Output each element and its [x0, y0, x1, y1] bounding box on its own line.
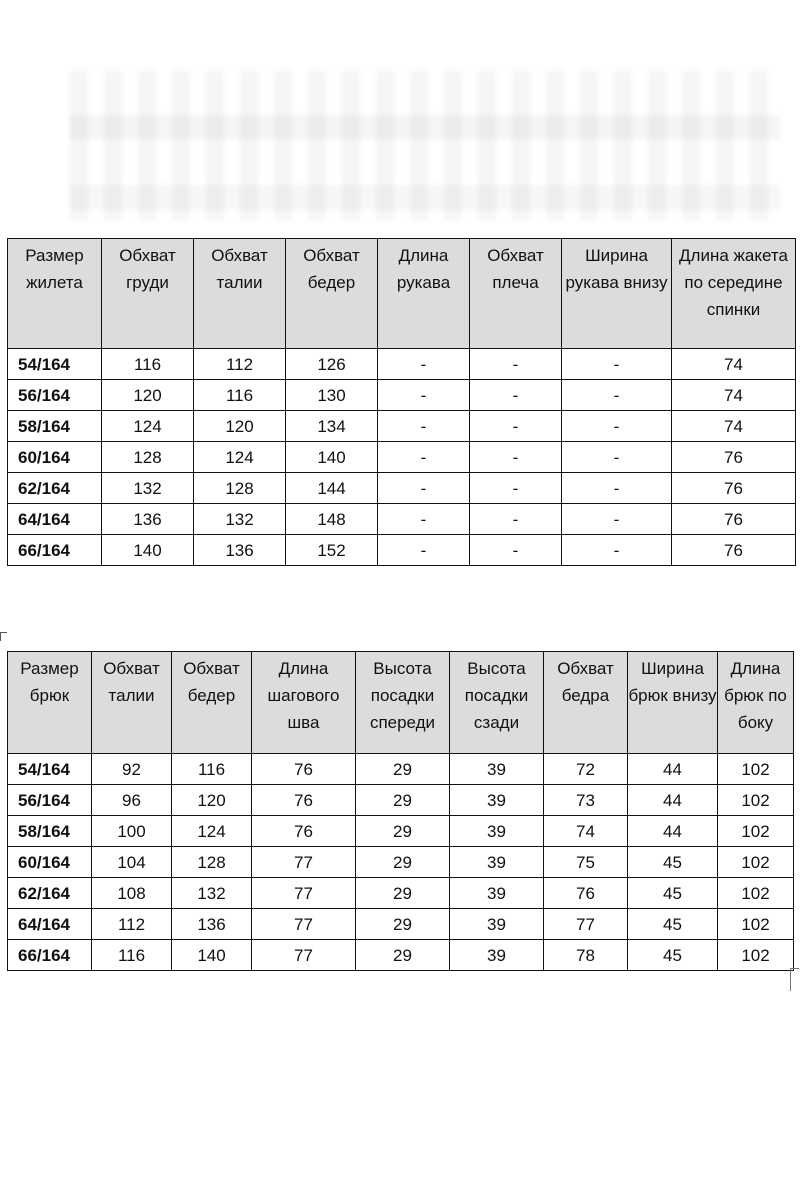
table-cell: 72 [544, 754, 628, 785]
size-cell: 66/164 [8, 940, 92, 971]
size-cell: 56/164 [8, 785, 92, 816]
table-cell: - [470, 473, 562, 504]
table-cell: 126 [286, 349, 378, 380]
size-cell: 56/164 [8, 380, 102, 411]
table-cell: 29 [356, 816, 450, 847]
column-header: Высота посадки сзади [450, 652, 544, 754]
trousers-size-table [7, 651, 794, 971]
table-cell: 136 [102, 504, 194, 535]
table-cell: 76 [672, 442, 796, 473]
table-header-row [8, 652, 794, 754]
table-cell: - [470, 442, 562, 473]
vest-size-table [7, 238, 796, 566]
table-cell: - [470, 535, 562, 566]
table-cell: 144 [286, 473, 378, 504]
table-cell: 77 [252, 940, 356, 971]
table-cell: 102 [718, 754, 794, 785]
column-header: Обхват талии [194, 239, 286, 349]
table-cell: 108 [92, 878, 172, 909]
table-cell: 39 [450, 785, 544, 816]
size-cell: 64/164 [8, 909, 92, 940]
table-cell: 152 [286, 535, 378, 566]
size-cell: 60/164 [8, 442, 102, 473]
table-anchor-mark [0, 632, 7, 641]
table-row [8, 504, 796, 535]
table-cell: - [378, 504, 470, 535]
table-cell: 45 [628, 847, 718, 878]
table-cell: - [562, 473, 672, 504]
table-cell: 29 [356, 847, 450, 878]
column-header: Обхват бедра [544, 652, 628, 754]
table-cell: 78 [544, 940, 628, 971]
table-cell: 136 [172, 909, 252, 940]
table-cell: 100 [92, 816, 172, 847]
table-cell: 102 [718, 909, 794, 940]
table-cell: 39 [450, 847, 544, 878]
table-cell: 77 [252, 847, 356, 878]
table-cell: 45 [628, 940, 718, 971]
table-cell: 76 [252, 816, 356, 847]
table-cell: 112 [92, 909, 172, 940]
table-cell: 44 [628, 785, 718, 816]
table-cell: 140 [286, 442, 378, 473]
table-cell: 39 [450, 940, 544, 971]
table-cell: 124 [102, 411, 194, 442]
table-cell: 44 [628, 816, 718, 847]
table-cell: 76 [672, 473, 796, 504]
table-cell: 75 [544, 847, 628, 878]
table-cell: 44 [628, 754, 718, 785]
table-cell: 128 [194, 473, 286, 504]
table-cell: 77 [544, 909, 628, 940]
table-cell: 76 [252, 754, 356, 785]
table-cell: - [378, 535, 470, 566]
table-row [8, 878, 794, 909]
table-cell: 120 [102, 380, 194, 411]
table-cell: 29 [356, 785, 450, 816]
column-header: Длина шагового шва [252, 652, 356, 754]
column-header: Длина рукава [378, 239, 470, 349]
column-header: Ширина брюк внизу [628, 652, 718, 754]
table-row [8, 349, 796, 380]
size-cell: 62/164 [8, 473, 102, 504]
table-cell: 77 [252, 878, 356, 909]
table-cell: 116 [102, 349, 194, 380]
table-cell: - [378, 442, 470, 473]
size-cell: 64/164 [8, 504, 102, 535]
table-row [8, 785, 794, 816]
page-corner-mark [790, 968, 799, 991]
table-cell: 102 [718, 847, 794, 878]
table-cell: 73 [544, 785, 628, 816]
table-cell: - [470, 380, 562, 411]
table-cell: 74 [544, 816, 628, 847]
table-cell: - [378, 380, 470, 411]
table-row [8, 411, 796, 442]
size-cell: 58/164 [8, 411, 102, 442]
table-row [8, 535, 796, 566]
table-cell: - [378, 411, 470, 442]
table-cell: 112 [194, 349, 286, 380]
column-header: Высота посадки спереди [356, 652, 450, 754]
table-cell: 76 [544, 878, 628, 909]
column-header: Длина брюк по боку [718, 652, 794, 754]
table-cell: 128 [172, 847, 252, 878]
table-cell: 39 [450, 754, 544, 785]
table-cell: 74 [672, 349, 796, 380]
table-row [8, 847, 794, 878]
table-cell: 116 [92, 940, 172, 971]
table-cell: 116 [194, 380, 286, 411]
table-row [8, 754, 794, 785]
table-cell: - [378, 473, 470, 504]
size-cell: 54/164 [8, 349, 102, 380]
table-cell: 76 [672, 504, 796, 535]
table-cell: - [562, 349, 672, 380]
table-cell: - [470, 411, 562, 442]
table-row [8, 816, 794, 847]
table-cell: - [562, 442, 672, 473]
column-header: Обхват груди [102, 239, 194, 349]
table-cell: 39 [450, 878, 544, 909]
table-cell: - [562, 535, 672, 566]
table-cell: 39 [450, 816, 544, 847]
table-cell: - [378, 349, 470, 380]
table-cell: 130 [286, 380, 378, 411]
table-cell: 132 [172, 878, 252, 909]
table-cell: 29 [356, 878, 450, 909]
table-cell: 29 [356, 754, 450, 785]
table-cell: 45 [628, 909, 718, 940]
table-cell: 96 [92, 785, 172, 816]
table-cell: 120 [172, 785, 252, 816]
table-cell: 29 [356, 940, 450, 971]
column-header: Длина жакета по середине спинки [672, 239, 796, 349]
table-cell: 102 [718, 878, 794, 909]
table-body [8, 754, 794, 971]
table-cell: 102 [718, 785, 794, 816]
table-cell: 104 [92, 847, 172, 878]
table-row [8, 380, 796, 411]
table-cell: - [562, 380, 672, 411]
column-header: Обхват бедер [172, 652, 252, 754]
size-cell: 62/164 [8, 878, 92, 909]
column-header: Ширина рукава внизу [562, 239, 672, 349]
table-cell: - [562, 504, 672, 535]
column-header: Размер брюк [8, 652, 92, 754]
table-row [8, 473, 796, 504]
table-cell: 124 [194, 442, 286, 473]
table-cell: 120 [194, 411, 286, 442]
size-cell: 58/164 [8, 816, 92, 847]
table-cell: 128 [102, 442, 194, 473]
table-cell: - [470, 349, 562, 380]
table-cell: 124 [172, 816, 252, 847]
table-cell: - [470, 504, 562, 535]
column-header: Размер жилета [8, 239, 102, 349]
table-cell: 140 [172, 940, 252, 971]
table-cell: - [562, 411, 672, 442]
table-cell: 74 [672, 380, 796, 411]
table-cell: 132 [194, 504, 286, 535]
table-cell: 116 [172, 754, 252, 785]
size-cell: 60/164 [8, 847, 92, 878]
table-header-row [8, 239, 796, 349]
table-cell: 45 [628, 878, 718, 909]
column-header: Обхват бедер [286, 239, 378, 349]
table-cell: 136 [194, 535, 286, 566]
table-cell: 102 [718, 816, 794, 847]
table-cell: 77 [252, 909, 356, 940]
table-body [8, 349, 796, 566]
table-row [8, 442, 796, 473]
table-cell: 102 [718, 940, 794, 971]
column-header: Обхват талии [92, 652, 172, 754]
table-cell: 76 [672, 535, 796, 566]
size-cell: 54/164 [8, 754, 92, 785]
bleed-through-background [70, 70, 780, 220]
table-cell: 132 [102, 473, 194, 504]
table-row [8, 909, 794, 940]
table-cell: 39 [450, 909, 544, 940]
table-cell: 92 [92, 754, 172, 785]
table-cell: 140 [102, 535, 194, 566]
table-cell: 134 [286, 411, 378, 442]
table-row [8, 940, 794, 971]
table-cell: 148 [286, 504, 378, 535]
table-cell: 76 [252, 785, 356, 816]
size-cell: 66/164 [8, 535, 102, 566]
column-header: Обхват плеча [470, 239, 562, 349]
table-cell: 29 [356, 909, 450, 940]
table-cell: 74 [672, 411, 796, 442]
